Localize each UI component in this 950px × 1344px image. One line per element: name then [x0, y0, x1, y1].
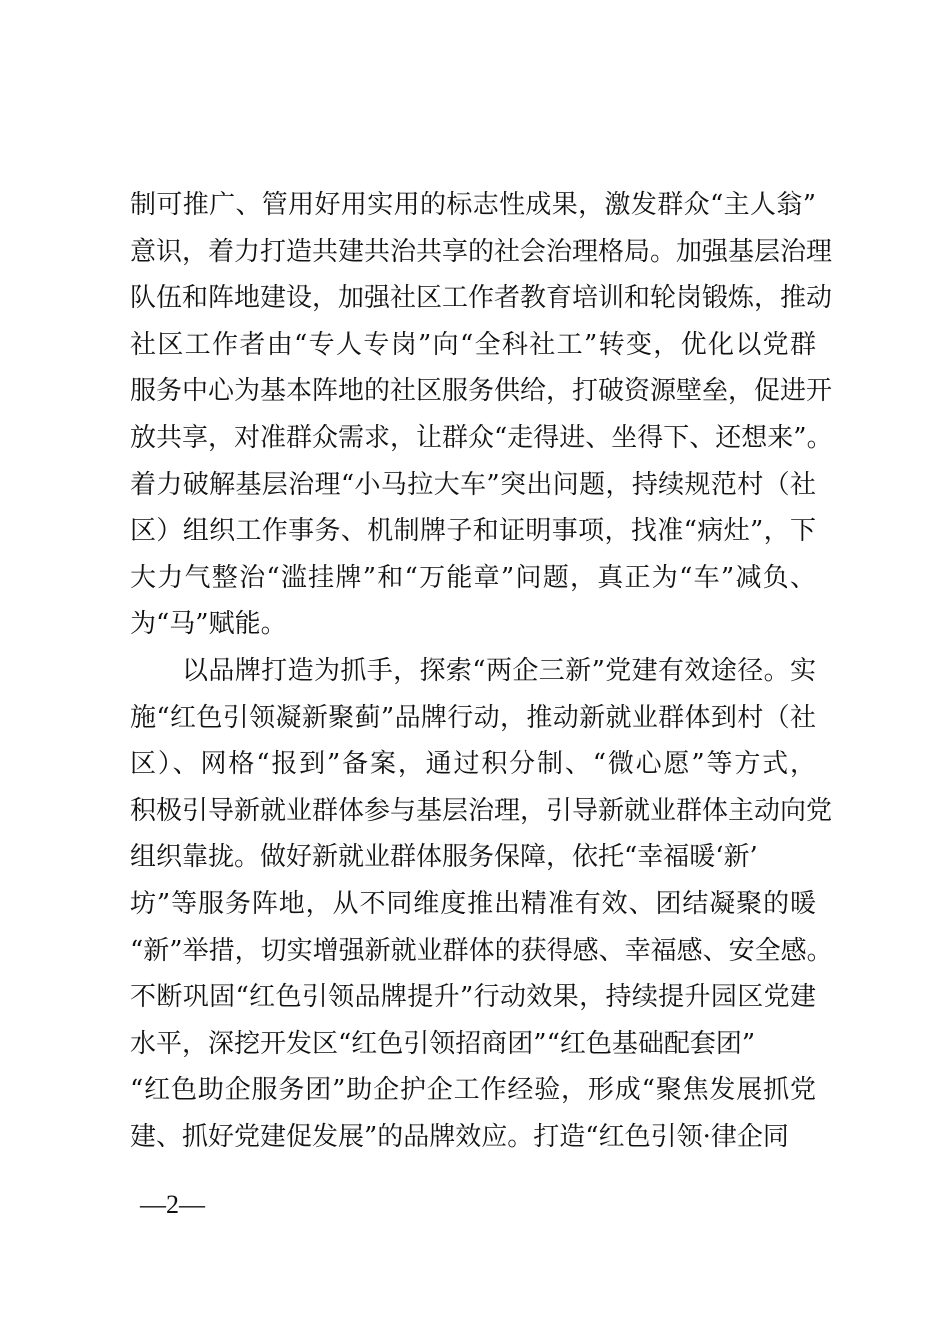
text-line: 建、抓好党建促发展”的品牌效应。打造“红色引领·律企同: [130, 1122, 789, 1152]
text-line: 队伍和阵地建设，加强社区工作者教育培训和轮岗锻炼，推动: [130, 283, 833, 314]
text-line: 着力破解基层治理“小马拉大车”突出问题，持续规范村（社: [130, 469, 816, 500]
text-line: 坊”等服务阵地，从不同维度推出精准有效、团结凝聚的暖: [130, 889, 816, 919]
page-number: —2—: [140, 1190, 205, 1219]
text-line: 以品牌打造为抓手，探索“两企三新”党建有效途径。实: [182, 656, 816, 686]
text-line: “新”举措，切实增强新就业群体的获得感、幸福感、安全感。: [130, 935, 833, 966]
text-line: 服务中心为基本阵地的社区服务供给，打破资源壁垒，促进开: [130, 376, 833, 407]
text-line: 水平，深挖开发区“红色引领招商团”“红色基础配套团”: [130, 1028, 756, 1059]
text-line: 放共享，对准群众需求，让群众“走得进、坐得下、还想来”。: [130, 423, 833, 453]
text-line: 为“马”赋能。: [130, 609, 287, 640]
text-line: 积极引导新就业群体参与基层治理，引导新就业群体主动向党: [130, 795, 833, 826]
text-line: 制可推广、管用好用实用的标志性成果，激发群众“主人翁”: [130, 190, 816, 220]
text-line: “红色助企服务团”助企护企工作经验，形成“聚焦发展抓党: [130, 1075, 816, 1106]
text-line: 大力气整治“滥挂牌”和“万能章”问题，真正为“车”减负、: [130, 562, 816, 593]
text-line: 组织靠拢。做好新就业群体服务保障，依托“幸福暖‘新’: [130, 842, 758, 873]
text-line: 社区工作者由“专人专岗”向“全科社工”转变，优化以党群: [130, 329, 816, 360]
text-line: 区）组织工作事务、机制牌子和证明事项，找准“病灶”，下: [130, 516, 816, 547]
text-line: 意识，着力打造共建共治共享的社会治理格局。加强基层治理: [130, 236, 833, 267]
text-line: 施“红色引领凝新聚蓟”品牌行动，推动新就业群体到村（社: [130, 702, 816, 733]
text-line: 区）、网格“报到”备案，通过积分制、“微心愿”等方式，: [130, 749, 816, 780]
text-line: 不断巩固“红色引领品牌提升”行动效果，持续提升园区党建: [130, 982, 816, 1013]
